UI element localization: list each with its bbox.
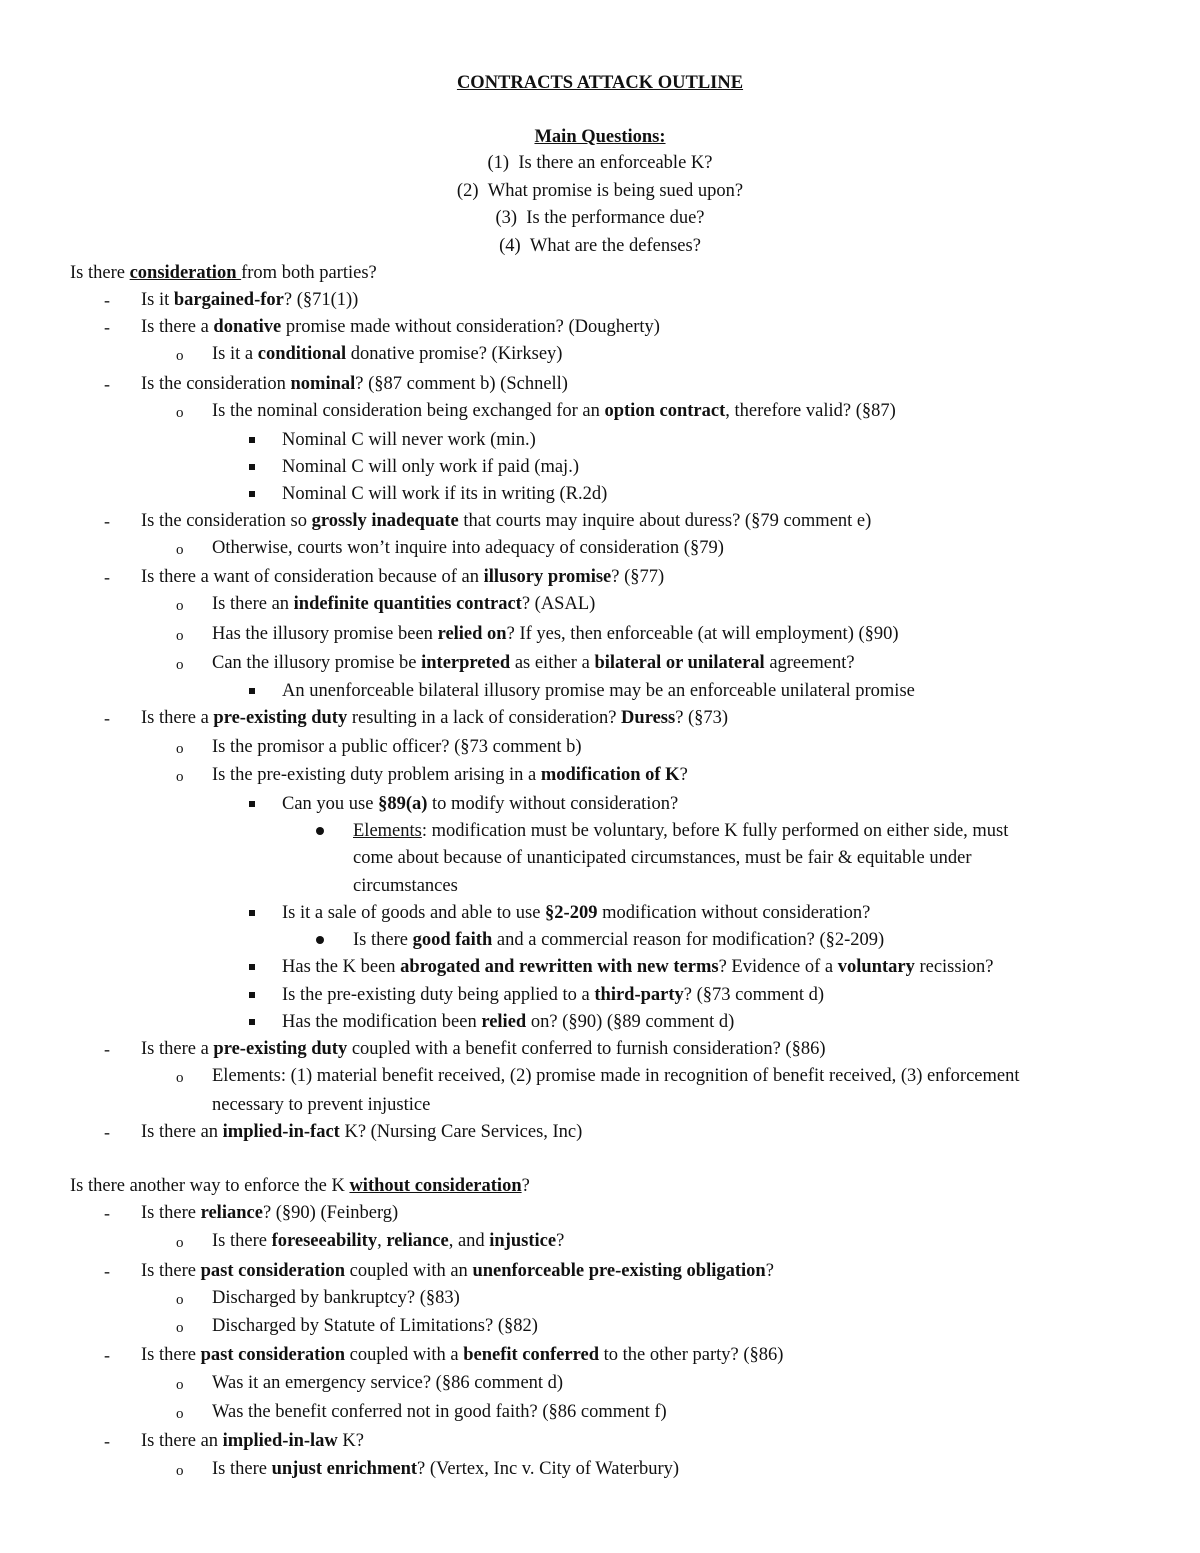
main-question-text: What promise is being sued upon? xyxy=(487,181,744,201)
circle-bullet: o xyxy=(176,598,184,614)
list-item: Is there unjust enrichment? (Vertex, Inc v. City of Waterbury) xyxy=(212,1459,680,1479)
square-bullet-icon xyxy=(249,992,255,998)
list-item: Can the illusory promise be interpreted as either a bilateral or unilateral agreement? xyxy=(212,653,855,673)
main-question-text: What are the defenses? xyxy=(529,236,701,256)
dot-bullet-icon xyxy=(316,827,324,835)
circle-bullet: o xyxy=(176,405,184,421)
dash-bullet: - xyxy=(104,1122,110,1142)
circle-bullet: o xyxy=(176,1406,184,1422)
square-bullet-icon xyxy=(249,437,255,443)
list-item: Is there an indefinite quantities contract? (ASAL) xyxy=(212,594,596,614)
dash-bullet: - xyxy=(104,1203,110,1223)
list-item: Discharged by bankruptcy? (§83) xyxy=(212,1288,460,1308)
dash-bullet: - xyxy=(104,1345,110,1365)
circle-bullet: o xyxy=(176,1292,184,1308)
dash-bullet: - xyxy=(104,1431,110,1451)
dash-bullet: - xyxy=(104,290,110,310)
list-item: Is the pre-existing duty being applied to a third-party? (§73 comment d) xyxy=(282,985,825,1005)
circle-bullet: o xyxy=(176,348,184,364)
list-item: Otherwise, courts won’t inquire into adequacy of consideration (§79) xyxy=(212,538,724,558)
circle-bullet: o xyxy=(176,1377,184,1393)
main-questions-heading: Main Questions: xyxy=(534,127,666,147)
square-bullet-icon xyxy=(249,910,255,916)
list-item: Is there an implied-in-fact K? (Nursing Care Services, Inc) xyxy=(141,1122,583,1142)
main-question-number: (3) xyxy=(495,208,527,228)
list-item-continuation: necessary to prevent injustice xyxy=(212,1095,431,1115)
list-item: Is there an implied-in-law K? xyxy=(141,1431,364,1451)
dash-bullet: - xyxy=(104,317,110,337)
square-bullet-icon xyxy=(249,964,255,970)
list-item: Elements: modification must be voluntary, before K fully performed on either side, must xyxy=(353,821,1009,841)
list-item: Was it an emergency service? (§86 comment d) xyxy=(212,1373,564,1393)
dash-bullet: - xyxy=(104,1039,110,1059)
circle-bullet: o xyxy=(176,1320,184,1336)
list-item: Has the K been abrogated and rewritten with new terms? Evidence of a voluntary recission? xyxy=(282,957,994,977)
section-heading: Is there another way to enforce the K without consideration? xyxy=(70,1176,530,1196)
list-item: Is it a sale of goods and able to use §2-209 modification without consideration? xyxy=(282,903,871,923)
list-item: Is the consideration nominal? (§87 comment b) (Schnell) xyxy=(141,374,568,394)
main-question xyxy=(0,152,1200,174)
list-item: Is there reliance? (§90) (Feinberg) xyxy=(141,1203,399,1223)
page-title: CONTRACTS ATTACK OUTLINE xyxy=(456,73,744,93)
list-item: Is there foreseeability, reliance, and injustice? xyxy=(212,1231,565,1251)
main-question-number: (4) xyxy=(499,236,530,256)
list-item: An unenforceable bilateral illusory promise may be an enforceable unilateral promise xyxy=(282,681,915,701)
dot-bullet-icon xyxy=(316,936,324,944)
square-bullet-icon xyxy=(249,464,255,470)
list-item: Nominal C will work if its in writing (R.2d) xyxy=(282,484,608,504)
main-question xyxy=(0,207,1200,229)
square-bullet-icon xyxy=(249,801,255,807)
list-item: Elements: (1) material benefit received, (2) promise made in recognition of benefit received, (3) enforcement xyxy=(212,1066,1020,1086)
main-question xyxy=(0,235,1200,257)
dash-bullet: - xyxy=(104,511,110,531)
list-item: Nominal C will only work if paid (maj.) xyxy=(282,457,579,477)
list-item: Is there past consideration coupled with an unenforceable pre-existing obligation? xyxy=(141,1261,774,1281)
section-heading: Is there consideration from both parties? xyxy=(70,263,377,283)
list-item: Was the benefit conferred not in good faith? (§86 comment f) xyxy=(212,1402,667,1422)
list-item: Is the pre-existing duty problem arising in a modification of K? xyxy=(212,765,688,785)
list-item: Is there past consideration coupled with a benefit conferred to the other party? (§86) xyxy=(141,1345,784,1365)
circle-bullet: o xyxy=(176,657,184,673)
list-item: Is the promisor a public officer? (§73 comment b) xyxy=(212,737,582,757)
dash-bullet: - xyxy=(104,1261,110,1281)
circle-bullet: o xyxy=(176,542,184,558)
circle-bullet: o xyxy=(176,1235,184,1251)
square-bullet-icon xyxy=(249,491,255,497)
list-item: Is the nominal consideration being exchanged for an option contract, therefore valid? (§87) xyxy=(212,401,896,421)
list-item-continuation: come about because of unanticipated circumstances, must be fair & equitable under xyxy=(353,848,972,868)
square-bullet-icon xyxy=(249,688,255,694)
dash-bullet: - xyxy=(104,708,110,728)
list-item: Is there a pre-existing duty coupled with a benefit conferred to furnish consideration? (§86) xyxy=(141,1039,826,1059)
list-item: Is it bargained-for? (§71(1)) xyxy=(141,290,359,310)
list-item-continuation: circumstances xyxy=(353,876,458,896)
square-bullet-icon xyxy=(249,1019,255,1025)
circle-bullet: o xyxy=(176,1070,184,1086)
main-question-number: (1) xyxy=(487,153,519,173)
list-item: Can you use §89(a) to modify without consideration? xyxy=(282,794,679,814)
circle-bullet: o xyxy=(176,628,184,644)
main-question-text: Is the performance due? xyxy=(526,208,705,228)
list-item: Is it a conditional donative promise? (Kirksey) xyxy=(212,344,563,364)
list-item: Is there a want of consideration because of an illusory promise? (§77) xyxy=(141,567,665,587)
dash-bullet: - xyxy=(104,567,110,587)
list-item: Has the illusory promise been relied on? If yes, then enforceable (at will employment) (§90) xyxy=(212,624,899,644)
list-item: Has the modification been relied on? (§90) (§89 comment d) xyxy=(282,1012,735,1032)
circle-bullet: o xyxy=(176,769,184,785)
main-question xyxy=(0,180,1200,202)
main-question-text: Is there an enforceable K? xyxy=(518,153,713,173)
list-item: Discharged by Statute of Limitations? (§82) xyxy=(212,1316,538,1336)
list-item: Is there good faith and a commercial reason for modification? (§2-209) xyxy=(353,930,885,950)
list-item: Nominal C will never work (min.) xyxy=(282,430,536,450)
list-item: Is there a donative promise made without consideration? (Dougherty) xyxy=(141,317,660,337)
list-item: Is there a pre-existing duty resulting in a lack of consideration? Duress? (§73) xyxy=(141,708,729,728)
circle-bullet: o xyxy=(176,741,184,757)
circle-bullet: o xyxy=(176,1463,184,1479)
dash-bullet: - xyxy=(104,374,110,394)
list-item: Is the consideration so grossly inadequate that courts may inquire about duress? (§79 comment e) xyxy=(141,511,872,531)
main-question-number: (2) xyxy=(456,181,488,201)
